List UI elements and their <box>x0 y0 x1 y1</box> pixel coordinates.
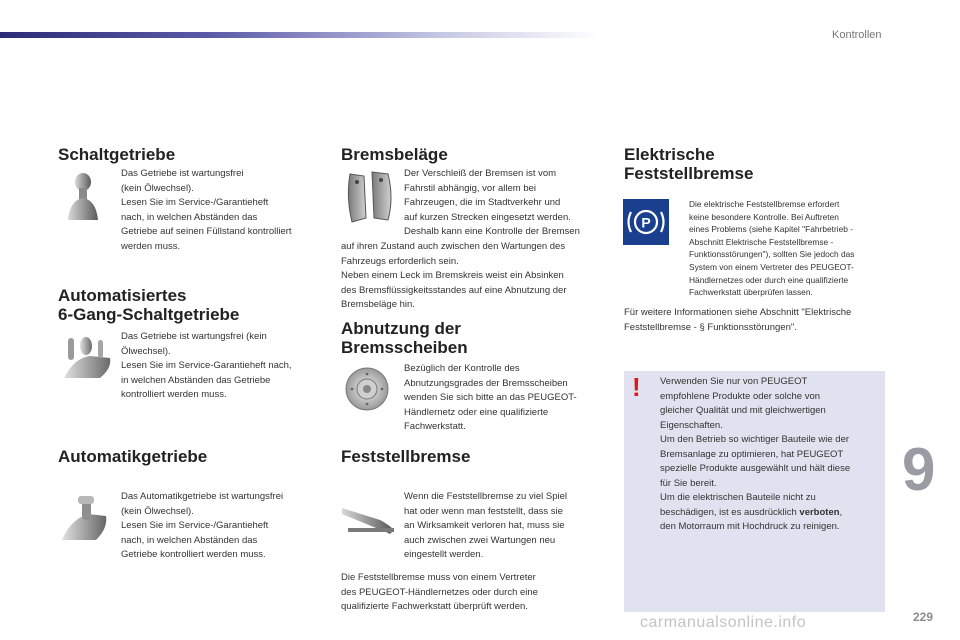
elektrische-feststellbremse-reference: Für weitere Informationen siehe Abschnitt "Elektrische Feststellbremse - § Funktionsstörungen". <box>624 307 852 333</box>
electric-parking-brake-warning-icon <box>623 199 669 245</box>
schaltgetriebe-text: Das Getriebe ist wartungsfrei (kein Ölwechsel). Lesen Sie im Service-/Garantieheft nach, in welchen Abständen das Getriebe auf seinen Füllstand kontrolliert werden muss. <box>121 168 292 252</box>
automatik-heading: Automatikgetriebe <box>58 447 208 466</box>
epb-icon-letter: P <box>641 214 651 231</box>
feststellbremse-heading: Feststellbremse <box>341 447 471 466</box>
feststellbremse-text-continued: Die Feststellbremse muss von einem Vertreter des PEUGEOT-Händlernetzes oder durch eine qualifizierte Fachwerkstatt überprüft werden. <box>341 572 538 612</box>
watermark: carmanualsonline.info <box>640 614 807 631</box>
bremsbelaege-heading: Bremsbeläge <box>341 145 448 164</box>
automated-gear-selector-icon <box>60 334 114 380</box>
header-accent-bar <box>0 32 600 38</box>
bremsscheiben-heading: Abnutzung der Bremsscheiben <box>341 319 468 357</box>
parking-brake-lever-icon <box>340 500 398 536</box>
page-section-title: Kontrollen <box>832 29 882 41</box>
manual-gear-lever-icon <box>62 170 100 222</box>
bremsbelaege-text: Der Verschleiß der Bremsen ist vom Fahrstil abhängig, vor allem bei Fahrzeugen, die im Stadtverkehr und auf kurzen Strecken eingesetzt werden. Deshalb kann eine Kontrolle der Bremsen <box>404 168 580 237</box>
warning-text: Verwenden Sie nur von PEUGEOT empfohlene Produkte oder solche von gleicher Qualität und mit gleichwertigen Eigenschaften. Um den Betrieb so wichtiger Bauteile wie der Bremsanlage zu optimieren, hat PEUGEOT spezielle Produkte ausgewählt und hält diese für Sie bereit. Um die elektrischen Bauteile nicht zu beschädigen, ist es ausdrücklich verboten, den Motorraum mit Hochdruck zu reinigen. <box>660 376 851 532</box>
exclamation-icon: ! <box>632 372 641 402</box>
page-number: 229 <box>913 610 934 624</box>
automatisiert-text: Das Getriebe ist wartungsfrei (kein Ölwechsel). Lesen Sie im Service-Garantieheft nach, in welchen Abständen das Getriebe kontrolliert werden muss. <box>121 331 292 400</box>
bremsbelaege-text-continued: auf ihren Zustand auch zwischen den Wartungen des Fahrzeugs erforderlich sein. Neben einem Leck im Bremskreis weist ein Absinken des Bremsflüssigkeitsstandes auf eine Abnutzung der Bremsbeläge hin. <box>341 241 567 310</box>
warning-emphasis: verboten <box>799 506 840 518</box>
brake-disc-icon <box>344 366 390 412</box>
brake-pads-icon <box>344 170 396 224</box>
feststellbremse-text: Wenn die Feststellbremse zu viel Spiel hat oder wenn man feststellt, dass sie an Wirksamkeit verloren hat, muss sie auch zwischen zwei Wartungen neu eingestellt werden. <box>404 491 567 560</box>
automatik-text: Das Automatikgetriebe ist wartungsfrei (kein Ölwechsel). Lesen Sie im Service-/Garantieheft nach, in welchen Abständen das Getriebe kontrolliert werden muss. <box>121 491 284 560</box>
automatic-gear-selector-icon <box>60 494 110 544</box>
chapter-number: 9 <box>902 436 936 503</box>
bremsscheiben-text: Bezüglich der Kontrolle des Abnutzungsgrades der Bremsscheiben wenden Sie sich bitte an das PEUGEOT- Händlernetz oder eine qualifizierte Fachwerkstatt. <box>404 363 577 432</box>
automatisiert-heading: Automatisiertes 6-Gang-Schaltgetriebe <box>58 286 240 324</box>
schaltgetriebe-heading: Schaltgetriebe <box>58 145 176 164</box>
elektrische-feststellbremse-text: Die elektrische Feststellbremse erfordert keine besondere Kontrolle. Bei Auftreten eines Problems (siehe Kapitel "Fahrbetrieb - Abschnitt Elektrische Feststellbremse - Funktionsstörungen"), sollten Sie jedoch das System von einem Vertreter des PEUGEOT- Händlernetzes oder durch eine qualifizierte Fachwerkstatt überprüfen lassen. <box>689 199 855 298</box>
elektrische-feststellbremse-heading: Elektrische Feststellbremse <box>624 145 754 183</box>
